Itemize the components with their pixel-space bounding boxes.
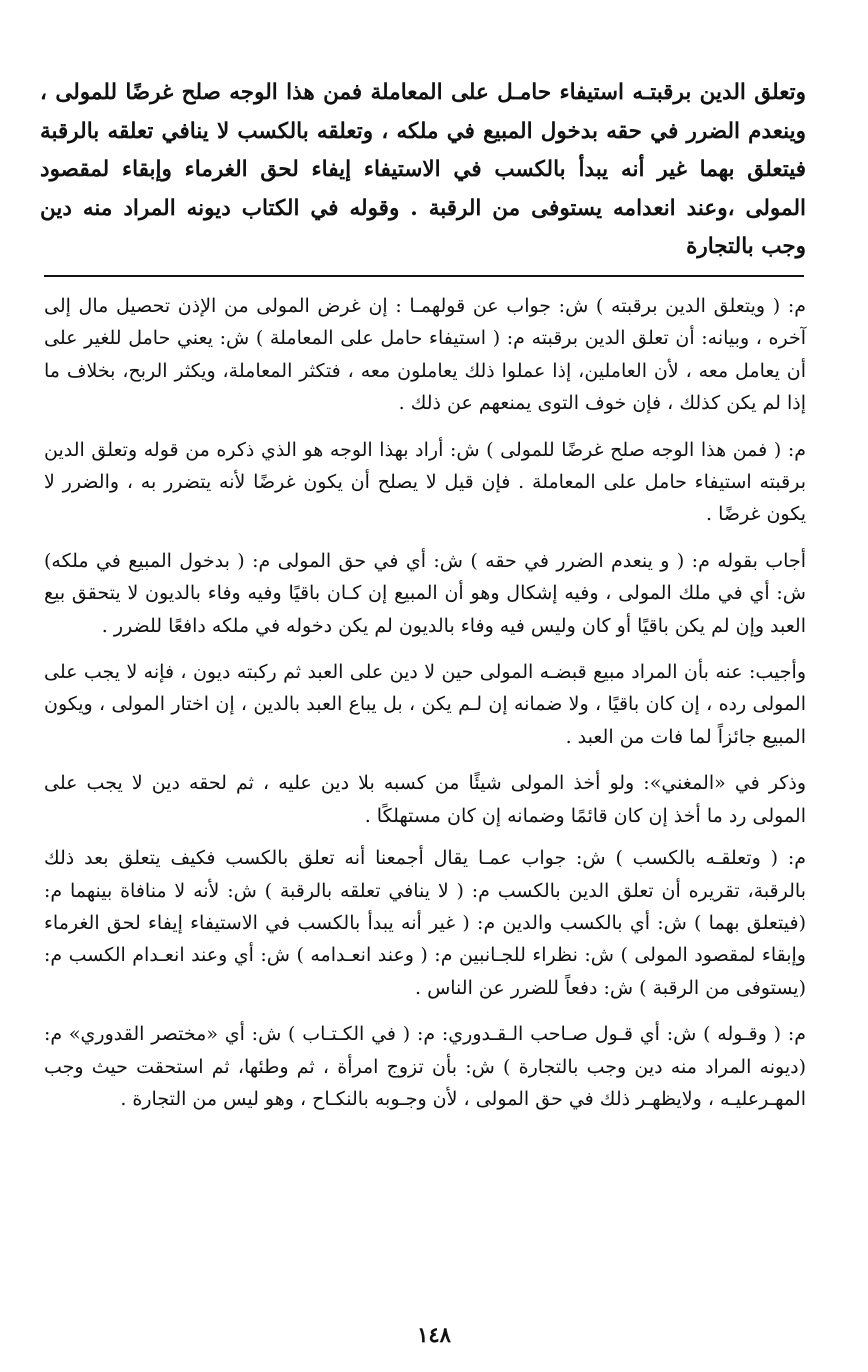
matn-text: وتعلق الدين برقبتـه استيفاء حامـل على المعاملة فمن هذا الوجه صلح غرضًا للمولى ، وينعدم الضرر في حقه بدخول المبيع في ملكه ، وتعلقه بالكسب لا ينافي تعلقه بالرقبة فيتعلق بهما غير أنه يبدأ بالكسب في الاستيفاء إيفاء لحق الغرماء وإبقاء لمقصود المولى ،وعند انعدامه يستوفى من الرقبة . وقوله في الكتاب ديونه المراد منه دين وجب بالتجارة: [40, 80, 806, 259]
separator-line: [44, 275, 804, 277]
sharh-paragraph: م: ( وقـوله ) ش: أي قـول صـاحب الـقـدوري: م: ( في الكـتـاب ) ش: أي «مختصر القدوري» م: (ديونه المراد منه دين وجب بالتجارة ) ش: بأن تزوج امرأة ، ثم وطئها، ثم استحقت حيث وجب المهـرعليـه ، ولايظهـر ذلك في حق المولى ، لأن وجـوبه بالنكـاح ، وهو ليس من التجارة .: [44, 1023, 806, 1110]
sharh-paragraph: م: ( فمن هذا الوجه صلح غرضًا للمولى ) ش: أراد بهذا الوجه هو الذي ذكره من قوله وتعلق الدين برقبته استيفاء حامل على المعاملة . فإن قيل لا يصلح أن يكون غرضًا لأنه يتضرر به ، والضرر لا يكون غرضًا .: [44, 438, 806, 526]
page-number: ١٤٨: [417, 1322, 451, 1347]
sharh-paragraph: م: ( وتعلقـه بالكسب ) ش: جواب عمـا يقال أجمعنا أنه تعلق بالكسب فكيف يتعلق بعد ذلك بالرقبة، تقريره أن تعلق الدين بالكسب م: ( لا ينافي تعلقه بالرقبة ) ش: لأنه لا منافاة بينهما م: (فيتعلق بهما ) ش: أي بالكسب والدين م: ( غير أنه يبدأ بالكسب في الاستيفاء إيفاء لحق الغرماء وإبقاء لمقصود المولى ) ش: نظراء للجـانبين م: ( وعند انعـدامه ) ش: أي وعند انعـدام الكسب م: (يستوفى من الرقبة ) ش: دفعاً للضرر عن الناس .: [44, 847, 806, 999]
sharh-paragraph: وذكر في «المغني»: ولو أخذ المولى شيئًا من كسبه بلا دين عليه ، ثم لحقه دين لا يجب على المولى رد ما أخذ إن كان قائمًا وضمانه إن كان مستهلكًا .: [44, 772, 806, 827]
sharh-paragraph: م: ( ويتعلق الدين برقبته ) ش: جواب عن قولهمـا : إن غرض المولى من الإذن تحصيل مال إلى آخره ، وبيانه: أن تعلق الدين برقبته م: ( استيفاء حامل على المعاملة ) ش: يعني حامل للغير على أن يعامل معه ، لأن العاملين، إذا عملوا ذلك يعاملون معه ، فتكثر المعاملة، ويكثر الربح، بخلاف ما إذا لم يكن كذلك ، فإن خوف التوى يمنعهم عن ذلك .: [44, 295, 806, 415]
matn-block: [40, 74, 806, 267]
sharh-paragraph: أجاب بقوله م: ( و ينعدم الضرر في حقه ) ش: أي في حق المولى م: ( بدخول المبيع في ملكه) ش: أي في ملك المولى ، وفيه إشكال وهو أن المبيع إن كـان باقيًا وفيه وفاء بالديون لا يتحقق بيع العبد وإن لم يكن باقيًا أو كان وليس فيه وفاء بالديون لم يكن دخوله في ملكه دافعًا للضرر .: [44, 549, 806, 637]
sharh-block: [44, 290, 806, 1129]
sharh-paragraph: وأجيب: عنه بأن المراد مبيع قبضـه المولى حين لا دين على العبد ثم ركبته ديون ، فإنه لا يجب على المولى رده ، إن كان باقيًا ، ولا ضمانه إن لـم يكن ، بل يباع العبد بالدين ، إن اختار المولى ، ويكون المبيع جائزاً لما فات من العبد .: [44, 661, 806, 748]
